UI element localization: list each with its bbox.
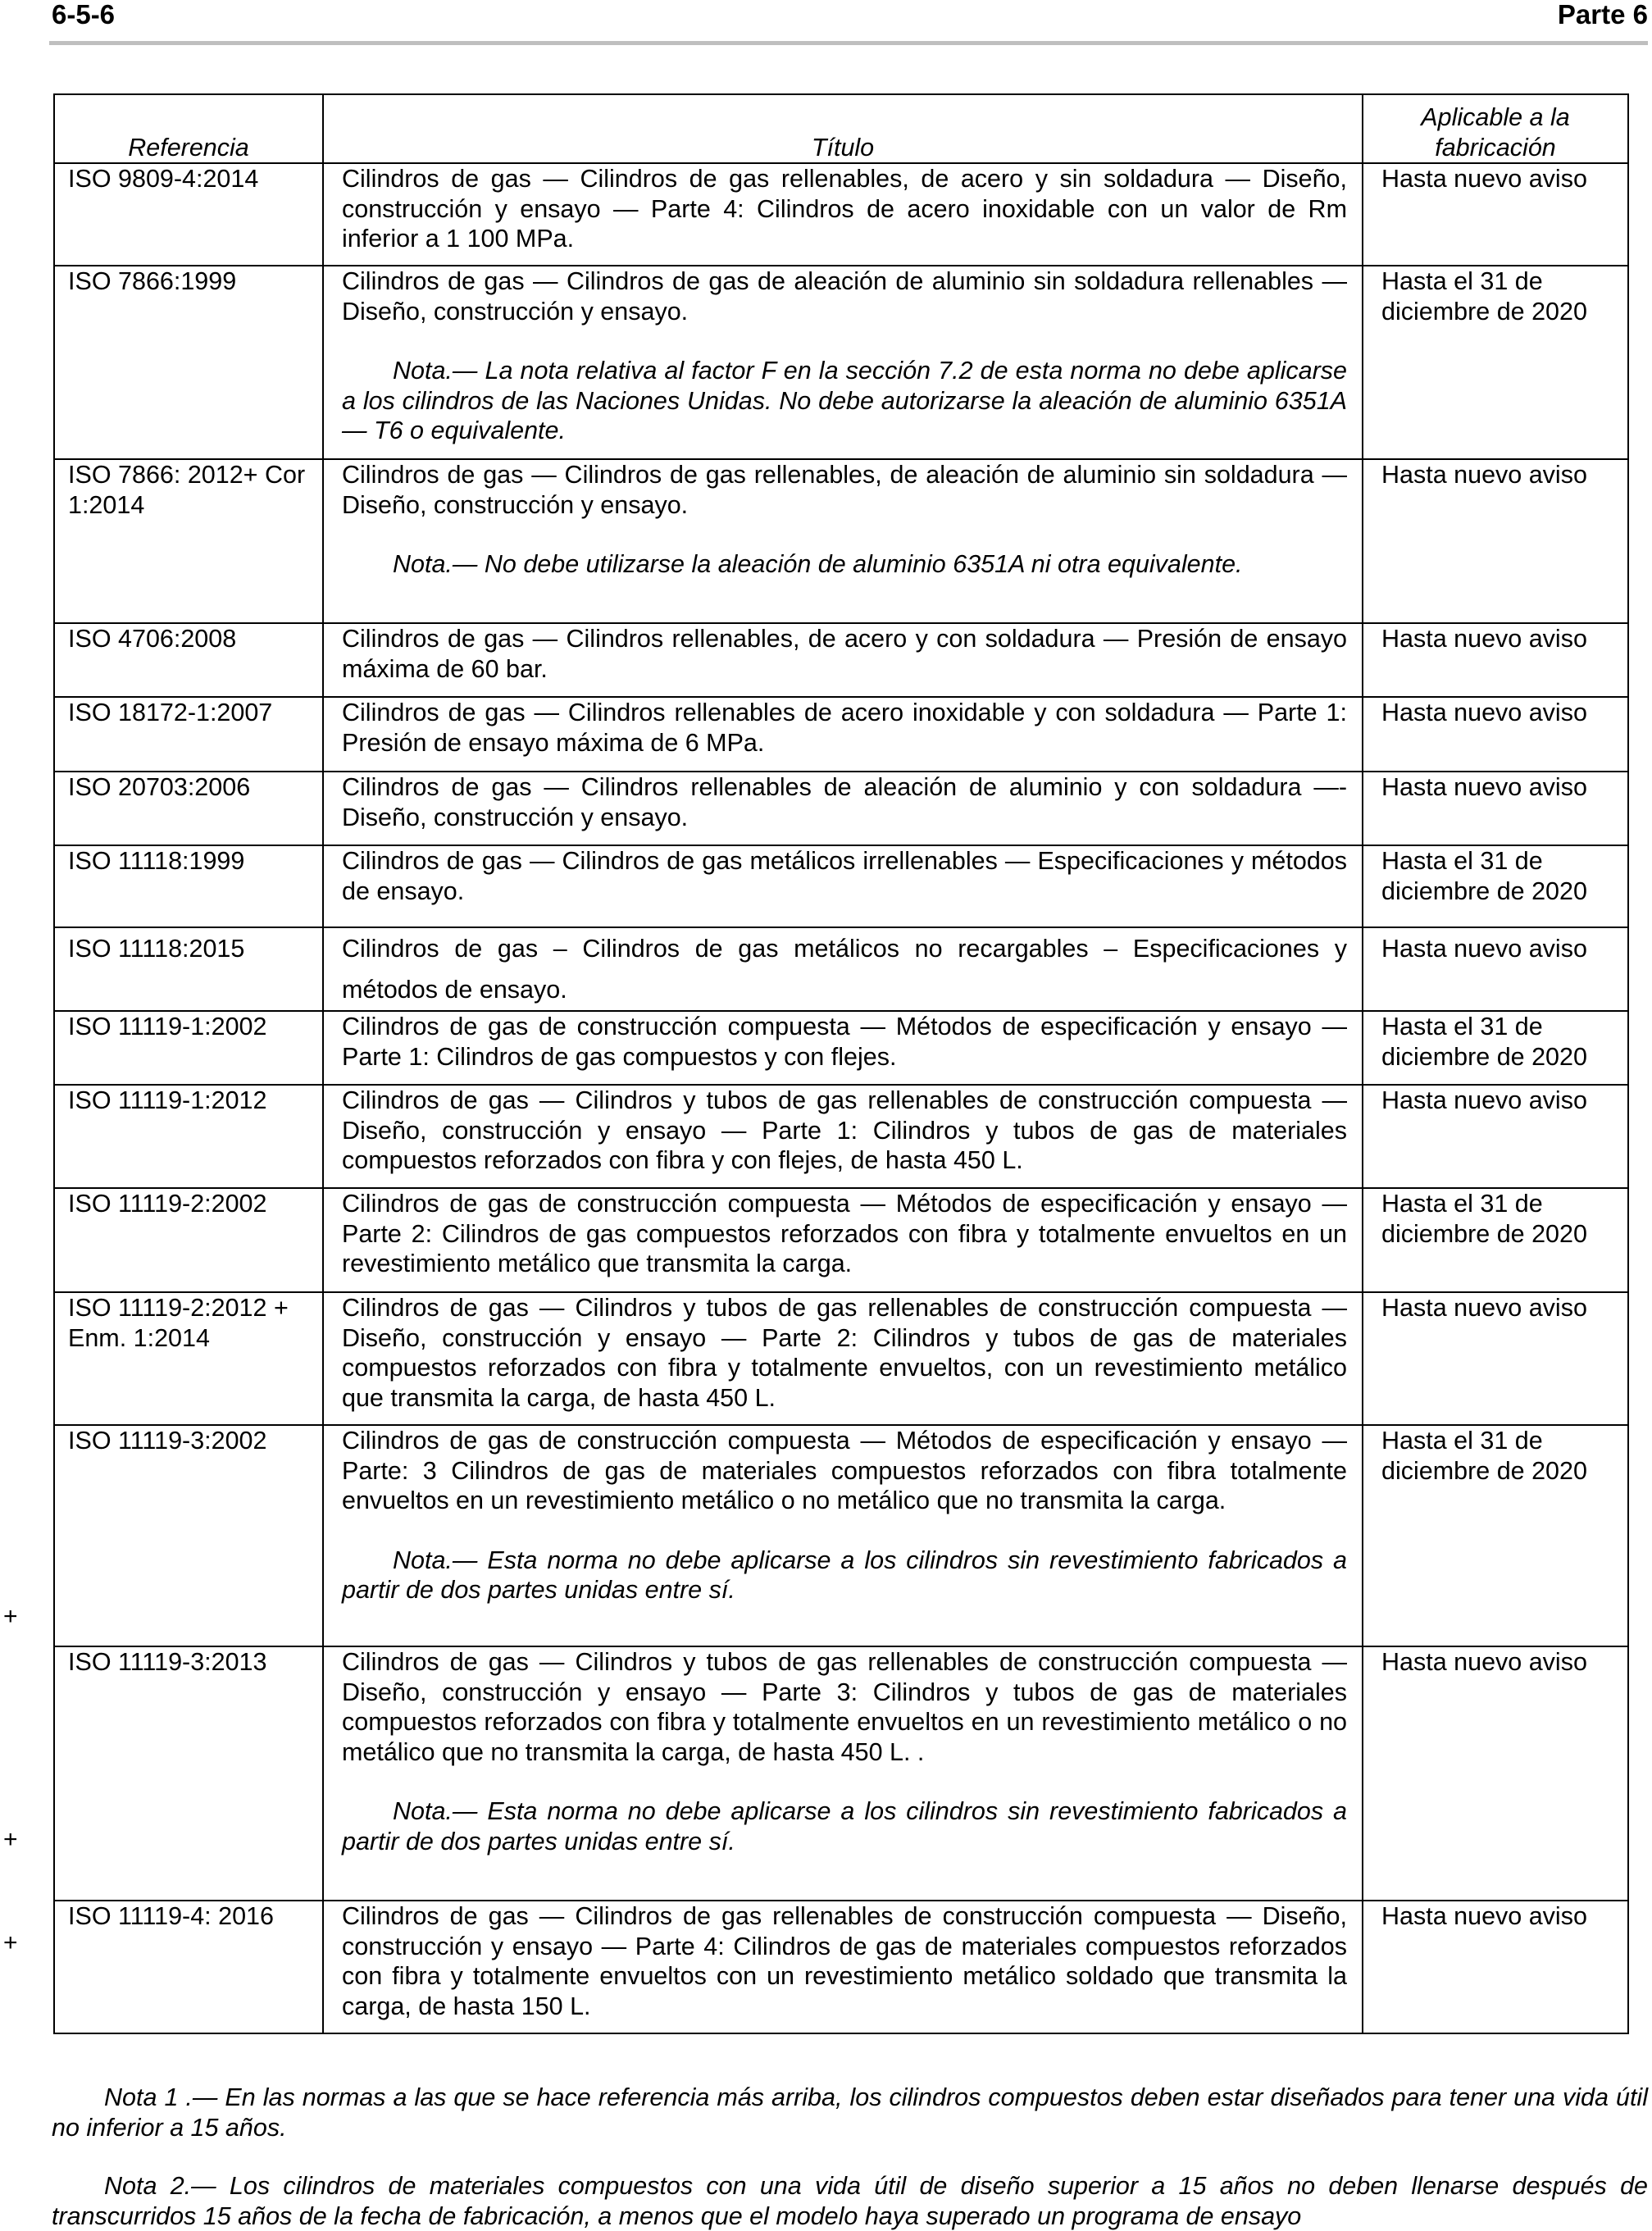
table-row [54, 772, 1628, 845]
title-cell [323, 1901, 1363, 2033]
reference-cell: ISO 11119-3:2013 [54, 1646, 323, 1901]
title-cell [323, 927, 1363, 1011]
reference-cell: ISO 7866:1999 [54, 266, 323, 459]
table-row [54, 845, 1628, 927]
title-text: Cilindros de gas de construcción compuesta — Métodos de especificación y ensayo — Parte: 3 Cilindros de gas de materiales compuestos reforzados con fibra totalmente envueltos en un revestimiento metálico o no metálico que no transmita la carga. [342, 1427, 1347, 1514]
reference-cell: ISO 11119-4: 2016 [54, 1901, 323, 2033]
title-text: Cilindros de gas — Cilindros de gas rellenables, de aleación de aluminio sin soldadura — Diseño, construcción y ensayo. [342, 461, 1347, 519]
table-row [54, 266, 1628, 459]
row-note: Nota.— No debe utilizarse la aleación de aluminio 6351A ni otra equivalente. [393, 550, 1243, 578]
table-row [54, 1901, 1628, 2033]
applicable-cell: Hasta nuevo aviso [1363, 697, 1628, 772]
table-row [54, 1085, 1628, 1188]
column-header-reference: Referencia [54, 94, 323, 163]
revision-mark: + [3, 1826, 18, 1853]
reference-cell: ISO 18172-1:2007 [54, 697, 323, 772]
applicable-cell: Hasta nuevo aviso [1363, 1901, 1628, 2033]
footnote-1: Nota 1 .— En las normas a las que se hace referencia más arriba, los cilindros compuestos deben estar diseñados para tener una vida útil no inferior a 15 años. [52, 2083, 1648, 2142]
reference-cell: ISO 11118:1999 [54, 845, 323, 927]
column-header-title: Título [323, 94, 1363, 163]
table-row [54, 623, 1628, 697]
reference-cell: ISO 9809-4:2014 [54, 163, 323, 266]
header-rule [49, 41, 1648, 45]
table-row [54, 459, 1628, 623]
table-row [54, 163, 1628, 266]
row-note: Nota.— La nota relativa al factor F en la sección 7.2 de esta norma no debe aplicarse a los cilindros de las Naciones Unidas. No debe autorizarse la aleación de aluminio 6351A — T6 o equivalente. [342, 357, 1347, 444]
title-cell [323, 697, 1363, 772]
title-cell [323, 163, 1363, 266]
title-text: Cilindros de gas — Cilindros de gas rellenables, de acero y sin soldadura — Diseño, construcción y ensayo — Parte 4: Cilindros de acero inoxidable con un valor de Rm inferior a 1 100 MPa. [342, 165, 1347, 253]
reference-cell: ISO 4706:2008 [54, 623, 323, 697]
title-text: Cilindros de gas — Cilindros de gas metálicos irrellenables — Especificaciones y métodos de ensayo. [342, 847, 1347, 905]
title-cell [323, 459, 1363, 623]
column-header-applicable: Aplicable a la fabricación [1363, 94, 1628, 163]
table-row [54, 1425, 1628, 1646]
title-cell [323, 1425, 1363, 1646]
applicable-cell: Hasta nuevo aviso [1363, 1085, 1628, 1188]
title-cell [323, 1292, 1363, 1425]
reference-cell: ISO 11119-2:2012 + Enm. 1:2014 [54, 1292, 323, 1425]
table-row [54, 1646, 1628, 1901]
title-text: Cilindros de gas — Cilindros de gas rellenables de construcción compuesta — Diseño, construcción y ensayo — Parte 4: Cilindros de gas de materiales compuestos reforzados con fibra y totalmente envueltos con un revestimiento metálico soldado que transmita la carga, de hasta 150 L. [342, 1902, 1347, 2020]
table-row [54, 927, 1628, 1011]
applicable-cell: Hasta el 31 de diciembre de 2020 [1363, 845, 1628, 927]
revision-mark: + [3, 1929, 18, 1956]
title-text: Cilindros de gas — Cilindros y tubos de gas rellenables de construcción compuesta — Diseño, construcción y ensayo — Parte 1: Cilindros y tubos de gas de materiales compuestos reforzados con fibra y con flejes, de hasta 450 L. [342, 1086, 1347, 1174]
applicable-cell: Hasta nuevo aviso [1363, 459, 1628, 623]
revision-mark: + [3, 1603, 18, 1630]
reference-cell: ISO 11119-1:2002 [54, 1011, 323, 1085]
table-row [54, 1292, 1628, 1425]
standards-table [53, 93, 1629, 2034]
applicable-cell: Hasta nuevo aviso [1363, 1646, 1628, 1901]
title-cell [323, 1188, 1363, 1292]
title-text: Cilindros de gas de construcción compuesta — Métodos de especificación y ensayo — Parte 2: Cilindros de gas compuestos reforzados con fibra y totalmente envueltos en un revestimiento metálico que transmita la carga. [342, 1190, 1347, 1277]
applicable-cell: Hasta el 31 de diciembre de 2020 [1363, 1011, 1628, 1085]
title-text: Cilindros de gas — Cilindros de gas de aleación de aluminio sin soldadura rellenables — Diseño, construcción y ensayo. [342, 267, 1347, 326]
title-text: Cilindros de gas — Cilindros rellenables de acero inoxidable y con soldadura — Parte 1: Presión de ensayo máxima de 6 MPa. [342, 699, 1347, 757]
title-text: Cilindros de gas — Cilindros rellenables de aleación de aluminio y con soldadura —- Diseño, construcción y ensayo. [342, 773, 1347, 831]
page-number: 6-5-6 [52, 0, 116, 30]
footnote-2: Nota 2.— Los cilindros de materiales compuestos con una vida útil de diseño superior a 15 años no deben llenarse después de transcurridos 15 años de la fecha de fabricación, a menos que el modelo haya superado un programa de ensayo [52, 2172, 1648, 2230]
title-text: Cilindros de gas de construcción compuesta — Métodos de especificación y ensayo — Parte 1: Cilindros de gas compuestos y con flejes. [342, 1013, 1347, 1071]
table-header-row [54, 94, 1628, 163]
title-text: Cilindros de gas – Cilindros de gas metálicos no recargables – Especificaciones y métodos de ensayo. [342, 935, 1347, 1004]
part-label: Parte 6 [1557, 0, 1648, 30]
reference-cell: ISO 11118:2015 [54, 927, 323, 1011]
row-note: Nota.— Esta norma no debe aplicarse a los cilindros sin revestimiento fabricados a partir de dos partes unidas entre sí. [342, 1546, 1347, 1604]
title-cell [323, 845, 1363, 927]
applicable-cell: Hasta el 31 de diciembre de 2020 [1363, 1188, 1628, 1292]
title-text: Cilindros de gas — Cilindros y tubos de gas rellenables de construcción compuesta — Diseño, construcción y ensayo — Parte 2: Cilindros y tubos de gas de materiales compuestos reforzados con fibra y totalmente envueltos, con un revestimiento metálico que transmita la carga, de hasta 450 L. [342, 1294, 1347, 1412]
reference-cell: ISO 11119-2:2002 [54, 1188, 323, 1292]
title-cell [323, 1646, 1363, 1901]
table-row [54, 1011, 1628, 1085]
applicable-cell: Hasta nuevo aviso [1363, 163, 1628, 266]
table-row [54, 1188, 1628, 1292]
applicable-cell: Hasta nuevo aviso [1363, 623, 1628, 697]
page-header [52, 0, 1648, 33]
reference-cell: ISO 11119-3:2002 [54, 1425, 323, 1646]
table-row [54, 697, 1628, 772]
title-cell [323, 1085, 1363, 1188]
title-text: Cilindros de gas — Cilindros rellenables, de acero y con soldadura — Presión de ensayo máxima de 60 bar. [342, 625, 1347, 683]
reference-cell: ISO 20703:2006 [54, 772, 323, 845]
title-cell [323, 1011, 1363, 1085]
title-cell [323, 266, 1363, 459]
applicable-cell: Hasta el 31 de diciembre de 2020 [1363, 266, 1628, 459]
applicable-cell: Hasta nuevo aviso [1363, 1292, 1628, 1425]
title-cell [323, 623, 1363, 697]
reference-cell: ISO 11119-1:2012 [54, 1085, 323, 1188]
applicable-cell: Hasta nuevo aviso [1363, 772, 1628, 845]
applicable-cell: Hasta nuevo aviso [1363, 927, 1628, 1011]
applicable-cell: Hasta el 31 de diciembre de 2020 [1363, 1425, 1628, 1646]
reference-cell: ISO 7866: 2012+ Cor 1:2014 [54, 459, 323, 623]
title-cell [323, 772, 1363, 845]
row-note: Nota.— Esta norma no debe aplicarse a los cilindros sin revestimiento fabricados a partir de dos partes unidas entre sí. [342, 1797, 1347, 1855]
title-text: Cilindros de gas — Cilindros y tubos de gas rellenables de construcción compuesta — Diseño, construcción y ensayo — Parte 3: Cilindros y tubos de gas de materiales compuestos reforzados con fibra y totalmente envueltos en un revestimiento metálico o no metálico que no transmita la carga, de hasta 450 L. . [342, 1648, 1347, 1766]
